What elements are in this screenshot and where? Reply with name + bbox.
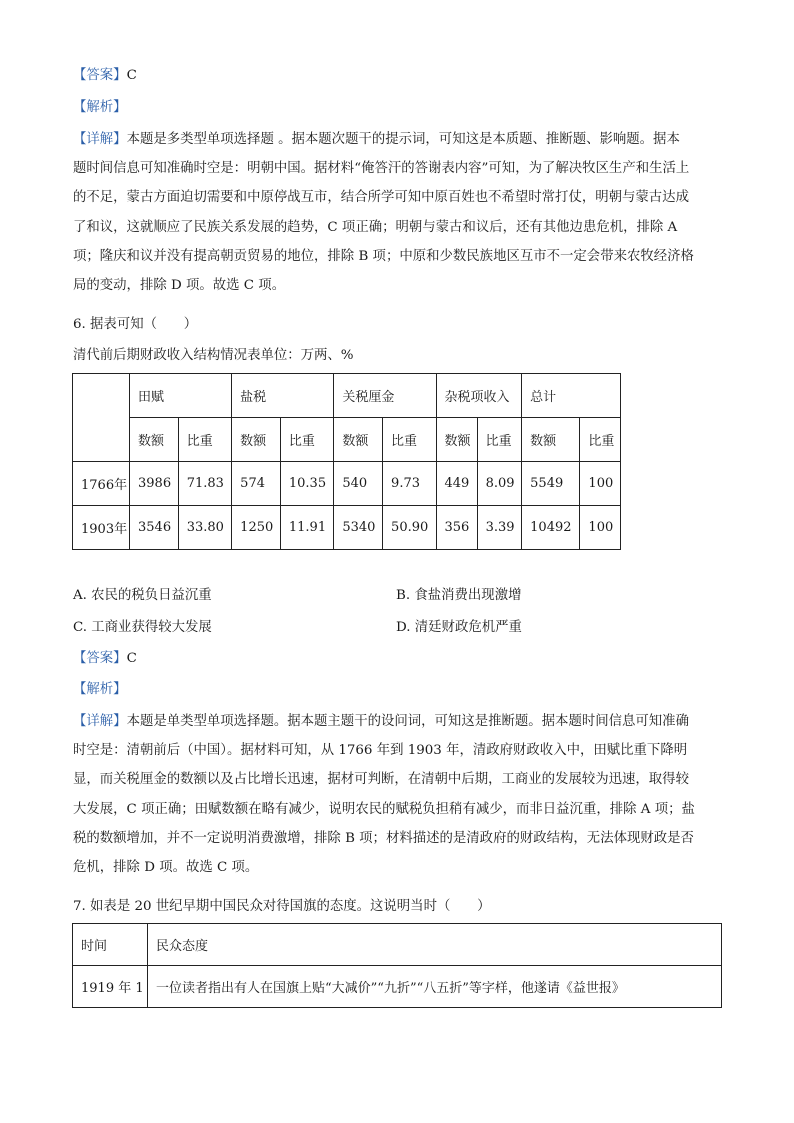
option-d: D. 清廷财政危机严重 xyxy=(396,620,522,635)
table-cell: 1250 xyxy=(232,506,281,550)
detail-line: 题时间信息可知准确时空是：明朝中国。据材料“俺答汗的答谢表内容”可知，为了解决牧区生产和生活上 xyxy=(73,161,690,177)
detail-line: 时空是：清朝前后（中国）。据材料可知，从 1766 年到 1903 年，清政府财政收入中，田赋比重下降明 xyxy=(73,743,688,759)
table-group-header: 盐税 xyxy=(232,374,334,418)
table-group-header: 关税厘金 xyxy=(334,374,436,418)
option-c: C. 工商业获得较大发展 xyxy=(73,620,212,635)
table-cell: 50.90 xyxy=(383,506,436,550)
table-cell: 3546 xyxy=(130,506,179,550)
table-group-header: 总计 xyxy=(522,374,621,418)
analysis-label: 【解析】 xyxy=(73,100,127,115)
table-subheader: 比重 xyxy=(280,418,333,462)
detail-line: 显，而关税厘金的数额以及占比增长迅速，据材可判断，在清朝中后期，工商业的发展较为迅速，取得较 xyxy=(73,772,689,788)
table-header: 民众态度 xyxy=(148,924,722,966)
detail-line: 税的数额增加，并不一定说明消费激增，排除 B 项；材料描述的是清政府的财政结构，无法体现财政是否 xyxy=(73,830,694,846)
detail-label: 【详解】 xyxy=(73,132,127,147)
table-row-year: 1903年 xyxy=(73,506,130,550)
finance-table xyxy=(72,373,621,550)
answer-value: C xyxy=(126,651,137,666)
detail-paragraph xyxy=(73,125,723,300)
answer-value: C xyxy=(126,68,137,83)
table-cell: 100 xyxy=(580,506,621,550)
analysis-label: 【解析】 xyxy=(73,682,127,697)
table-row xyxy=(73,506,621,550)
table-cell: 一位读者指出有人在国旗上贴“大减价”“九折”“八五折”等字样，他遂请《益世报》 xyxy=(148,966,722,1008)
table-cell: 8.09 xyxy=(477,462,522,506)
detail-paragraph xyxy=(73,707,723,882)
answer-line xyxy=(73,66,137,86)
detail-line: 危机，排除 D 项。故选 C 项。 xyxy=(73,860,259,876)
detail-line: 了和议，这就顺应了民族关系发展的趋势，C 项正确；明朝与蒙古和议后，还有其他边患危机，排除 A xyxy=(73,219,678,235)
table-group-header: 田赋 xyxy=(130,374,232,418)
detail-line: 大发展，C 项正确；田赋数额在略有减少，说明农民的赋税负担稍有减少，而非日益沉重，排除 A 项；盐 xyxy=(73,801,695,817)
table-header: 时间 xyxy=(73,924,148,966)
detail-line: 【详解】本题是多类型单项选择题 。据本题次题干的提示词，可知这是本质题、推断题、影响题。据本 xyxy=(73,132,680,147)
option-a: A. 农民的税负日益沉重 xyxy=(73,588,212,603)
table-subheader: 数额 xyxy=(232,418,281,462)
table-cell: 5340 xyxy=(334,506,383,550)
table-caption: 清代前后期财政收入结构情况表单位：万两、% xyxy=(73,348,354,363)
table-cell: 9.73 xyxy=(383,462,436,506)
table-cell: 3.39 xyxy=(477,506,522,550)
table-cell: 10492 xyxy=(522,506,580,550)
table-group-header: 杂税项收入 xyxy=(436,374,522,418)
detail-line: 项；隆庆和议并没有提高朝贡贸易的地位，排除 B 项；中原和少数民族地区互市不一定会带来农牧经济格 xyxy=(73,248,694,264)
option-b: B. 食盐消费出现激增 xyxy=(396,588,522,603)
detail-line: 的不足，蒙古方面迫切需要和中原停战互市，结合所学可知中原百姓也不希望时常打仗，明朝与蒙古达成 xyxy=(73,190,689,206)
table-row xyxy=(73,462,621,506)
table-cell: 71.83 xyxy=(178,462,231,506)
table-subheader: 数额 xyxy=(436,418,477,462)
table-cell: 10.35 xyxy=(280,462,333,506)
table-cell: 356 xyxy=(436,506,477,550)
table-row xyxy=(73,966,722,1008)
table-header-row xyxy=(73,374,621,418)
table-cell: 11.91 xyxy=(280,506,333,550)
table-cell: 540 xyxy=(334,462,383,506)
table-subheader: 比重 xyxy=(178,418,231,462)
question-stem: 7. 如表是 20 世纪早期中国民众对待国旗的态度。这说明当时（ ） xyxy=(73,899,491,914)
table-cell: 33.80 xyxy=(178,506,231,550)
table-cell: 5549 xyxy=(522,462,580,506)
table-subheader: 比重 xyxy=(477,418,522,462)
answer-label: 【答案】 xyxy=(73,68,127,83)
table-cell: 1919 年 1 xyxy=(73,966,148,1008)
answer-label: 【答案】 xyxy=(73,651,127,666)
question-stem: 6. 据表可知（ ） xyxy=(73,317,198,332)
table-corner-cell xyxy=(73,374,130,462)
table-cell: 100 xyxy=(580,462,621,506)
table-row-year: 1766年 xyxy=(73,462,130,506)
detail-label: 【详解】 xyxy=(73,714,127,729)
table-subheader: 数额 xyxy=(334,418,383,462)
table-subheader: 比重 xyxy=(383,418,436,462)
attitude-table xyxy=(72,923,722,1008)
table-subheader: 数额 xyxy=(522,418,580,462)
table-subheader: 数额 xyxy=(130,418,179,462)
detail-line: 局的变动，排除 D 项。故选 C 项。 xyxy=(73,278,286,294)
detail-line: 【详解】本题是单类型单项选择题。据本题主题干的设问词，可知这是推断题。据本题时间信息可知准确 xyxy=(73,714,689,729)
table-cell: 3986 xyxy=(130,462,179,506)
answer-line xyxy=(73,649,137,669)
table-cell: 449 xyxy=(436,462,477,506)
table-subheader-row xyxy=(73,418,621,462)
table-subheader: 比重 xyxy=(580,418,621,462)
table-header-row xyxy=(73,924,722,966)
table-cell: 574 xyxy=(232,462,281,506)
